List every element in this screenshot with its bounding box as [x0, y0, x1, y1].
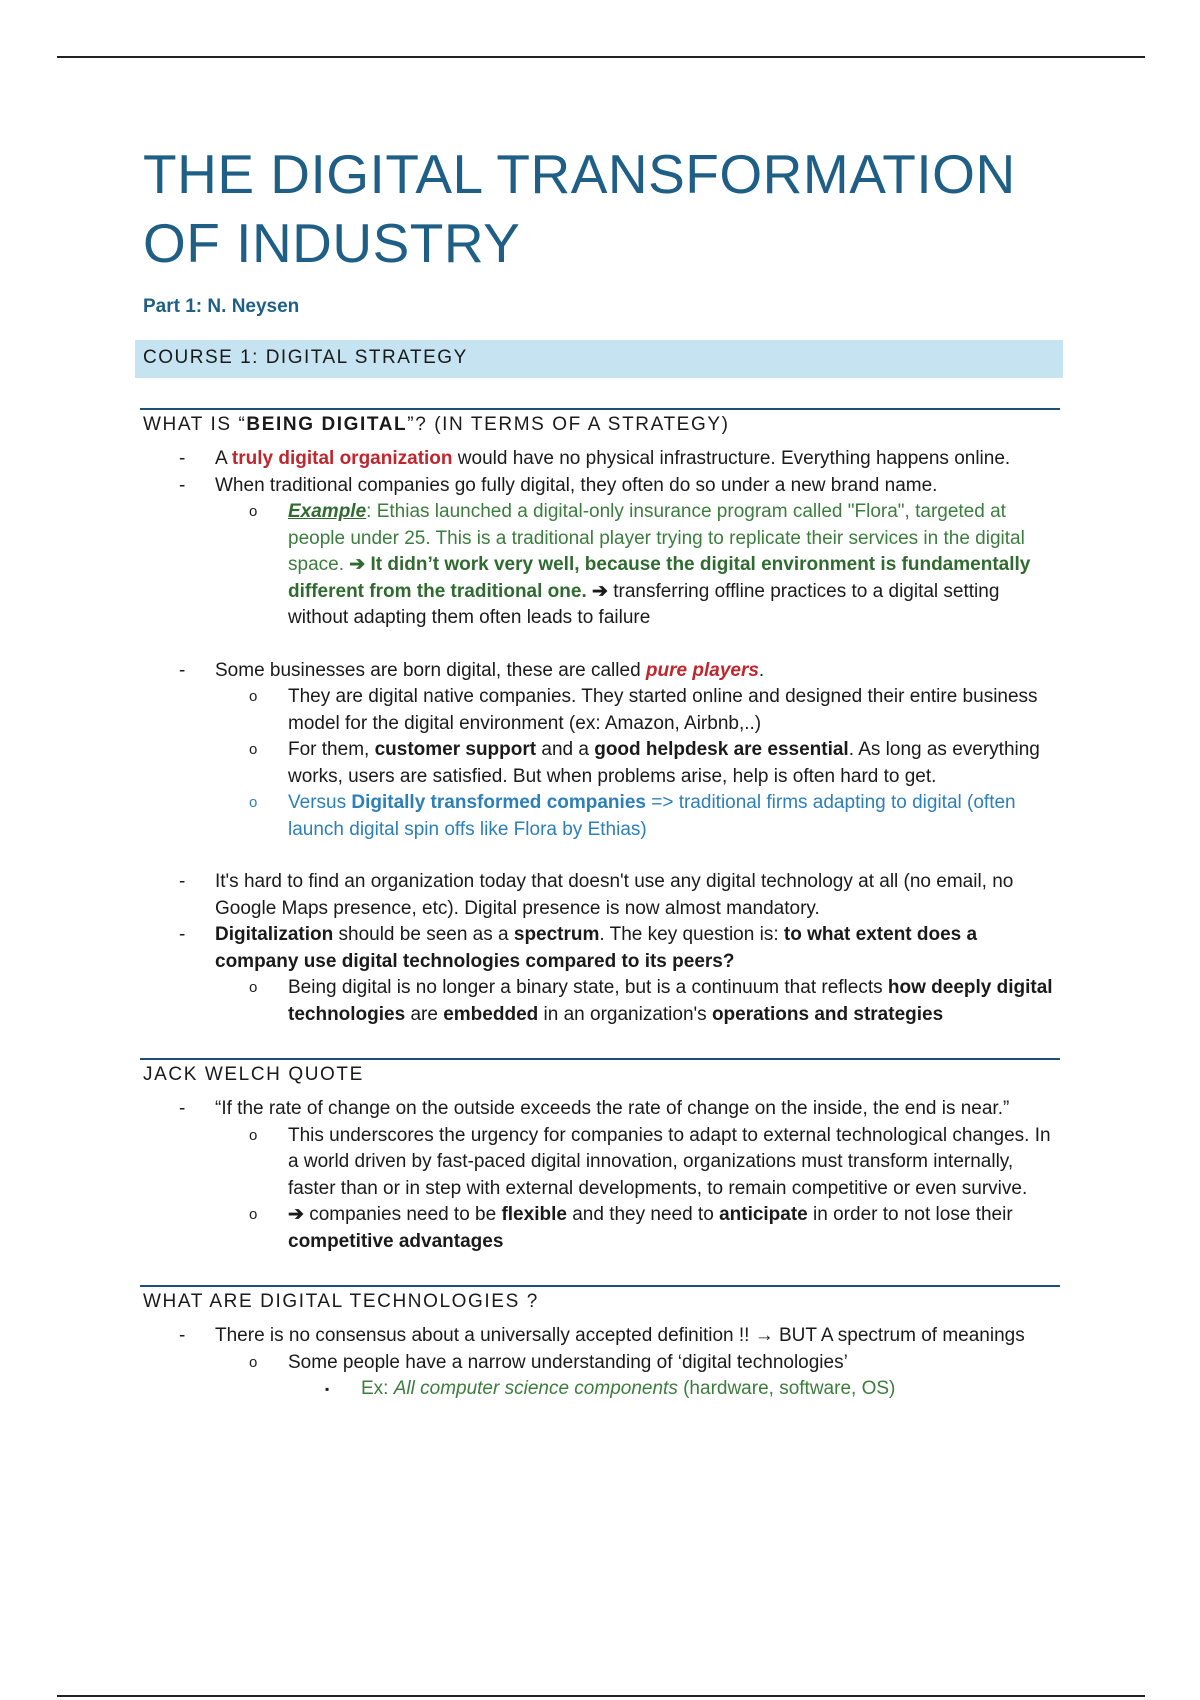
sub-sub-list [288, 1376, 1063, 1403]
sub-list-item [143, 790, 1063, 843]
bold-text: customer support [374, 739, 537, 760]
circle-marker: o [249, 1126, 258, 1144]
list-item [143, 922, 1063, 1028]
dash-marker: - [179, 924, 186, 945]
title-line-1: THE DIGITAL TRANSFORMATION [143, 143, 1016, 205]
text: : Ethias launched a digital-only insurance program called "Flora", targeted at people under 25. This is a traditional player trying to replicate their services in the digital space. [288, 501, 1025, 575]
text: and a [536, 739, 595, 760]
text: For them, [288, 739, 375, 760]
bold-text: spectrum [513, 924, 600, 945]
text: in order to not lose their [807, 1204, 1013, 1225]
text: When traditional companies go fully digital, they often do so under a new brand name. [215, 474, 938, 496]
list-item [143, 1323, 1063, 1403]
list-item [143, 446, 1063, 473]
text: => traditional firms adapting to digital (often launch digital spin offs like Flora by Ethias) [288, 792, 1016, 840]
dash-marker: - [179, 448, 186, 469]
text: should be seen as a [333, 924, 514, 945]
text: They are digital native companies. They started online and designed their entire business model for the digital environment (ex: Amazon, Airbnb,..) [288, 686, 1038, 734]
italic-text: All computer science components [393, 1378, 678, 1399]
sub-list-item [143, 684, 1063, 737]
bullet-list [143, 446, 1063, 1028]
text: Versus [288, 792, 352, 813]
sub-sub-list-item [143, 1376, 1063, 1403]
course-heading: COURSE 1: DIGITAL STRATEGY [135, 340, 1063, 378]
highlight-text: truly digital organization [231, 448, 453, 469]
dash-marker: - [179, 474, 186, 496]
bold-text: to what extent does a company use digital technologies compared to its peers? [215, 924, 978, 972]
arrow-icon: ➔ [349, 554, 366, 575]
example-label: Example [288, 501, 367, 522]
square-marker: ▪ [325, 1382, 330, 1396]
list-item [143, 473, 1063, 632]
sub-list [215, 499, 1063, 632]
text: Some people have a narrow understanding of ‘digital technologies’ [288, 1351, 848, 1373]
bold-text: good helpdesk are essential [594, 739, 849, 760]
bullet-list [143, 1323, 1063, 1403]
arrow-icon: ➔ [288, 1204, 304, 1225]
text: A [215, 448, 232, 469]
sub-list-item [143, 1350, 1063, 1403]
text: It's hard to find an organization today that doesn't use any digital technology at all (no email, no Google Maps presence, etc). Digital presence is now almost mandatory. [215, 871, 1014, 919]
dash-marker: - [179, 1098, 186, 1119]
list-item [143, 1096, 1063, 1255]
text: companies need to be [303, 1204, 502, 1225]
bold-text: how deeply digital technologies [288, 977, 1053, 1025]
heading-text: WHAT IS “ [143, 414, 247, 435]
text: and they need to [566, 1204, 720, 1225]
text: transferring offline practices to a digital setting without adapting them often leads to failure [288, 580, 1000, 628]
sub-list [215, 1123, 1063, 1256]
page-content [143, 140, 1063, 1403]
bold-text: anticipate [719, 1204, 808, 1225]
circle-marker: o [249, 1206, 258, 1223]
text: . As long as everything works, users are satisfied. But when problems arise, help is often hard to get. [288, 739, 1040, 787]
text: There is no consensus about a universally accepted definition !! → BUT A spectrum of meanings [215, 1325, 1025, 1346]
sub-list-item [143, 499, 1063, 632]
bullet-list [143, 1096, 1063, 1255]
bold-text: It didn’t work very well, because the digital environment is fundamentally different from the traditional one. [288, 554, 1031, 602]
circle-marker: o [249, 688, 258, 705]
heading-bold: BEING DIGITAL [246, 414, 408, 435]
section-heading-digital-technologies: WHAT ARE DIGITAL TECHNOLOGIES ? [140, 1285, 1060, 1313]
text: Some businesses are born digital, these are called [215, 659, 646, 681]
bold-text: Digitalization [215, 924, 334, 945]
circle-marker: o [249, 503, 258, 520]
sub-list [215, 684, 1063, 843]
text: in an organization's [538, 1003, 712, 1025]
list-item [143, 869, 1063, 922]
section-heading-jack-welch: JACK WELCH QUOTE [140, 1058, 1060, 1086]
arrow-icon: ➔ [586, 580, 608, 602]
circle-marker: o [249, 741, 258, 758]
bold-text: flexible [501, 1204, 567, 1225]
circle-marker: o [249, 979, 258, 996]
sub-list [215, 1350, 1063, 1403]
document-title [143, 140, 1063, 278]
sub-list-item [143, 975, 1063, 1028]
dash-marker: - [179, 1325, 186, 1346]
sub-list-item [143, 737, 1063, 790]
section-heading-being-digital [140, 408, 1060, 436]
circle-marker: o [249, 794, 258, 811]
text: Ex: [361, 1378, 394, 1399]
top-rule [57, 56, 1145, 58]
text: would have no physical infrastructure. Everything happens online. [452, 448, 1011, 469]
bottom-rule [57, 1695, 1145, 1697]
quote-text: “If the rate of change on the outside exceeds the rate of change on the inside, the end is near.” [215, 1098, 1010, 1119]
bold-text: competitive advantages [288, 1230, 504, 1252]
heading-text: ”? (IN TERMS OF A STRATEGY) [407, 414, 730, 435]
highlight-text: pure players [645, 659, 759, 681]
title-line-2: OF INDUSTRY [143, 212, 521, 274]
text: . [758, 659, 765, 681]
sub-list-item [143, 1202, 1063, 1255]
list-item [143, 658, 1063, 844]
dash-marker: - [179, 659, 186, 681]
text: . The key question is: [599, 924, 784, 945]
text: Being digital is no longer a binary state, but is a continuum that reflects [288, 977, 888, 998]
circle-marker: o [249, 1353, 258, 1371]
text: This underscores the urgency for companies to adapt to external technological changes. In a world driven by fast-paced digital innovation, organizations must transform internally, faster than or in step with external developments, to remain competitive or even survive. [288, 1124, 1051, 1199]
text: are [405, 1003, 444, 1025]
sub-list-item [143, 1123, 1063, 1203]
dash-marker: - [179, 871, 186, 892]
bold-text: operations and strategies [711, 1003, 944, 1025]
author-line: Part 1: N. Neysen [143, 296, 300, 317]
sub-list [215, 975, 1063, 1028]
bold-text: Digitally transformed companies [351, 792, 646, 813]
text: (hardware, software, OS) [677, 1378, 896, 1399]
bold-text: embedded [443, 1003, 539, 1025]
